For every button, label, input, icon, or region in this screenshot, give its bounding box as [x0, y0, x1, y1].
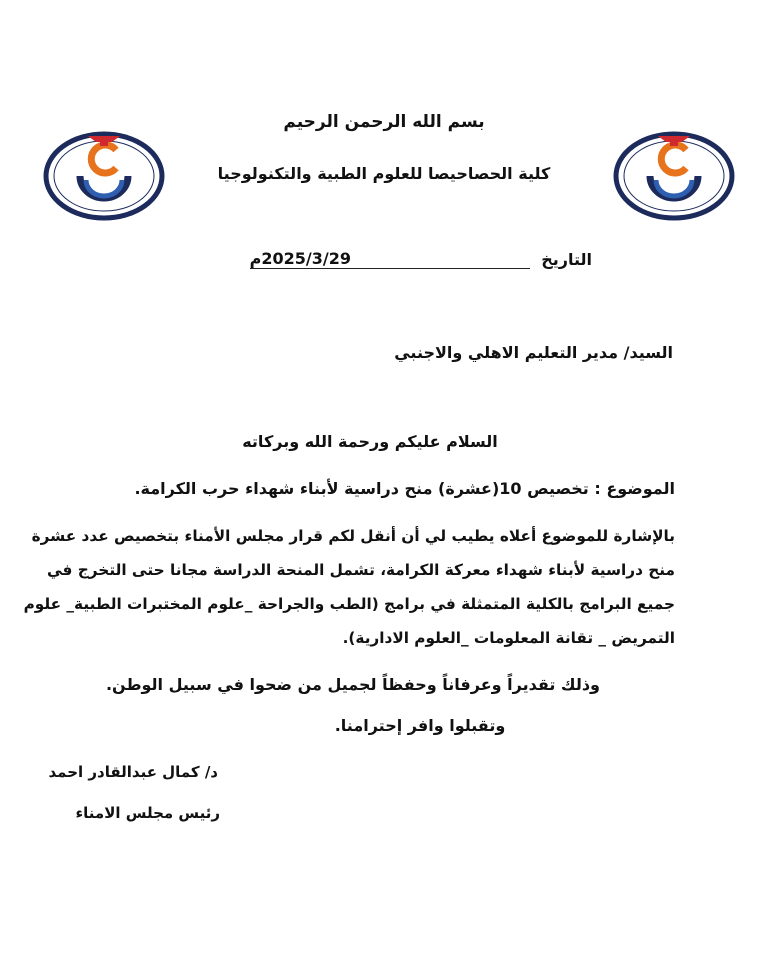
thanks-line: وذلك تقديراً وعرفاناً وحفظاً لجميل من ضحوا في سبيل الوطن. — [105, 675, 600, 694]
greeting: السلام عليكم ورحمة الله وبركاته — [242, 432, 498, 451]
addressee: السيد/ مدير التعليم الاهلي والاجنبي — [394, 343, 673, 362]
college-name: كلية الحصاحيصا للعلوم الطبية والتكنولوجيا — [217, 164, 551, 183]
college-logo-right — [612, 122, 736, 222]
college-logo-left — [42, 122, 166, 222]
body-line: منح دراسية لأبناء شهداء معركة الكرامة، تشمل المنحة الدراسة مجانا حتى التخرج في — [46, 561, 675, 579]
closing-line: وتقبلوا وافر إحترامنا. — [334, 716, 506, 735]
date-row — [250, 250, 592, 269]
body-paragraph — [23, 519, 675, 655]
college-logo-icon — [612, 122, 736, 222]
college-logo-icon — [42, 122, 166, 222]
signatory-title: رئيس مجلس الامناء — [75, 804, 220, 822]
date-label: التاريخ — [541, 250, 592, 269]
subject-line: الموضوع : تخصيص 10(عشرة) منح دراسية لأبناء شهداء حرب الكرامة. — [134, 479, 675, 498]
body-line: التمريض _ تقانة المعلومات _العلوم الادارية). — [342, 629, 675, 647]
body-line: بالإشارة للموضوع أعلاه يطيب لي أن أنقل لكم قرار مجلس الأمناء بتخصيص عدد عشرة — [31, 527, 675, 545]
basmala: بسم الله الرحمن الرحيم — [283, 112, 485, 132]
signatory-name: د/ كمال عبدالقادر احمد — [48, 763, 218, 781]
body-line: جميع البرامج بالكلية المتمثلة في برامج (الطب والجراحة _علوم المختبرات الطبية_ علوم — [23, 595, 675, 613]
date-value: 2025/3/29م — [249, 249, 351, 268]
date-line — [250, 250, 530, 269]
